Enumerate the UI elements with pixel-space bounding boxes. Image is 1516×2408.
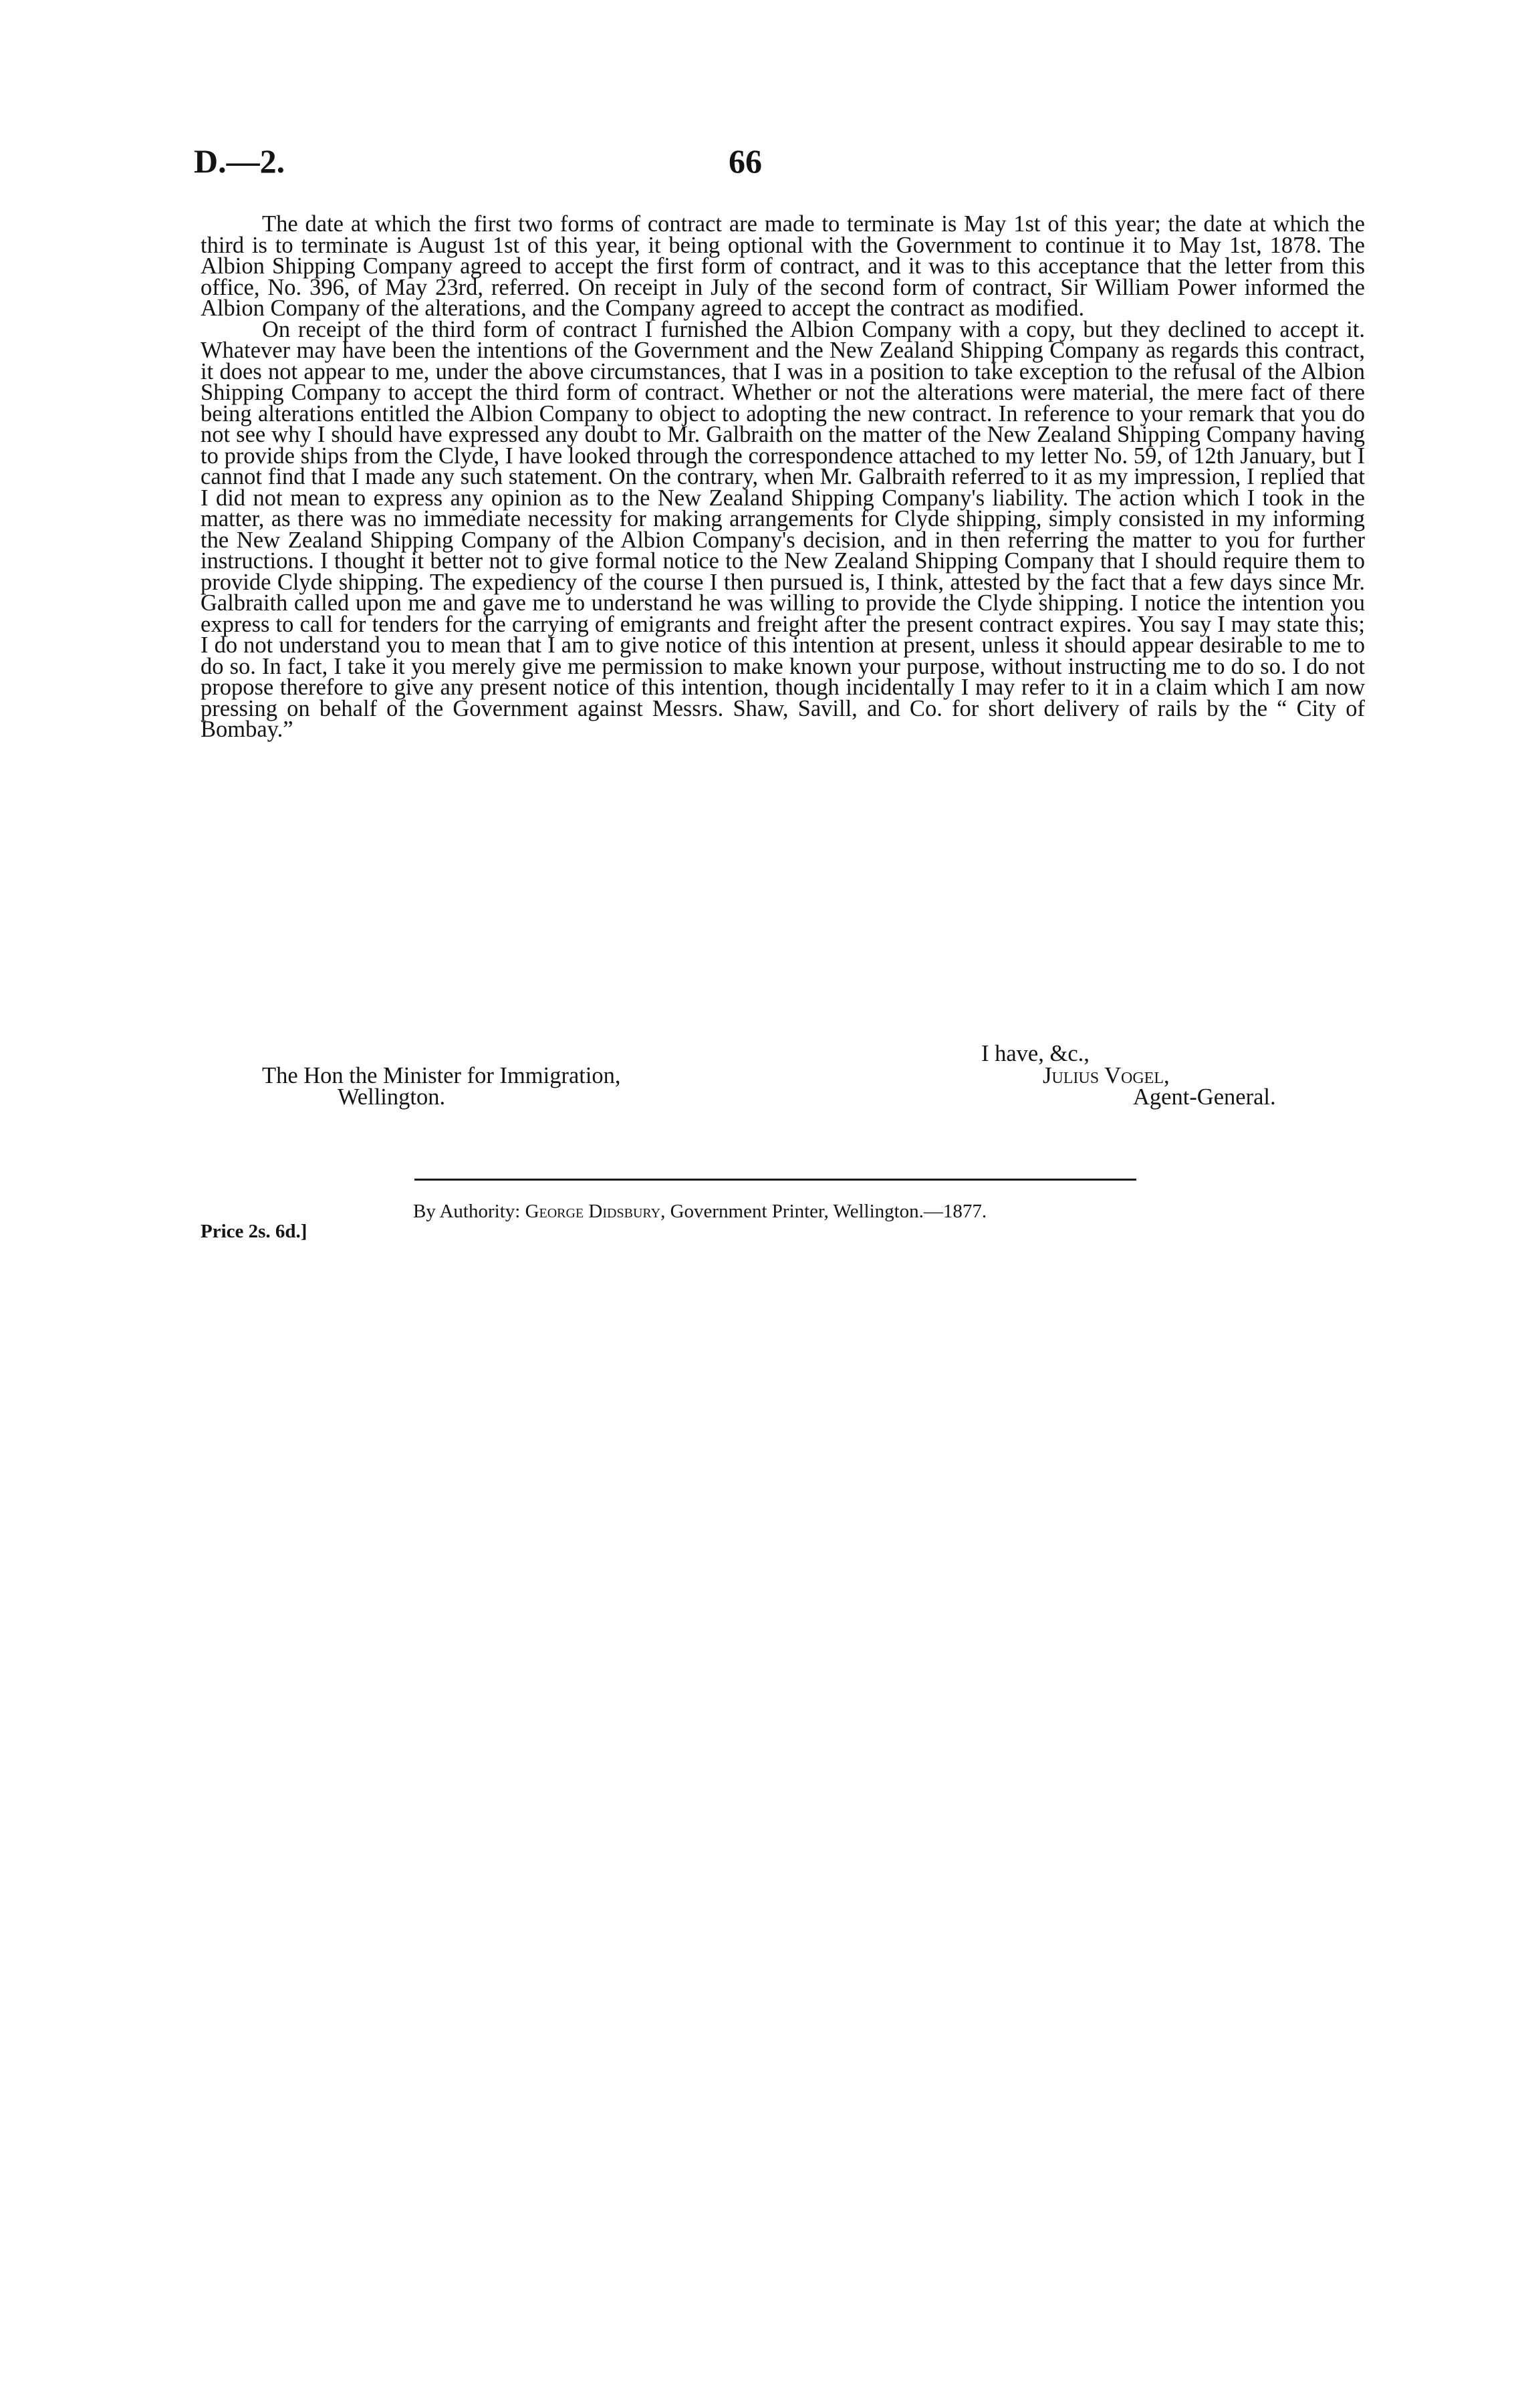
paragraph: The date at which the first two forms of contract are made to terminate is May 1st of this year; the date at which the third is to terminate is August 1st of this year, it being optional with the Government to continue it to May 1st, 1878. The Albion Shipping Company agreed to accept the first form of contract, and it was to this acceptance that the letter from this office, No. 396, of May 23rd, referred. On receipt in July of the second form of contract, Sir William Power informed the Albion Company of the alterations, and the Company agreed to accept the contract as modified. xyxy=(201,211,1365,321)
signer-name: Julius Vogel, xyxy=(1043,1063,1170,1088)
price-note: Price 2s. 6d.] xyxy=(201,1221,307,1242)
imprint-suffix: , Government Printer, Wellington.—1877. xyxy=(660,1201,987,1222)
signature-block xyxy=(201,1043,1365,1130)
closing-greeting: I have, &c., xyxy=(981,1041,1090,1066)
letter-body xyxy=(201,211,1365,742)
paragraph: On receipt of the third form of contract I furnished the Albion Company with a copy, but they declined to accept it. Whatever may have been the intentions of the Government and the New Zealand Shipping Company as regards this contract, it does not appear to me, under the above circumstances, that I was in a position to take exception to the refusal of the Albion Shipping Company to accept the third form of contract. Whether or not the alterations were material, the mere fact of there being alterations entitled the Albion Company to object to adopting the new contract. In reference to your remark that you do not see why I should have expressed any doubt to Mr. Galbraith on the matter of the New Zealand Shipping Company having to provide ships from the Clyde, I have looked through the correspondence attached to my letter No. 59, of 12th January, but I cannot find that I made any such statement. On the contrary, when Mr. Galbraith referred to it as my impression, I replied that I did not mean to express any opinion as to the New Zealand Shipping Company's liability. The action which I took in the matter, as there was no immediate necessity for making arrangements for Clyde shipping, simply consisted in my informing the New Zealand Shipping Company of the Albion Company's decision, and in then referring the matter to you for further instructions. I thought it better not to give formal notice to the New Zealand Shipping Company that I should require them to provide Clyde shipping. The expediency of the course I then pursued is, I think, attested by the fact that a few days since Mr. Galbraith called upon me and gave me to understand he was willing to provide the Clyde shipping. I notice the intention you express to call for tenders for the carrying of emigrants and freight after the present contract expires. You say I may state this; I do not understand you to mean that I am to give notice of this intention at present, unless it should appear desirable to me to do so. In fact, I take it you merely give me permission to make known your purpose, without instructing me to do so. I do not propose therefore to give any present notice of this intention, though incidentally I may refer to it in a claim which I am now pressing on behalf of the Government against Messrs. Shaw, Savill, and Co. for short delivery of rails by the “ City of Bombay.” xyxy=(201,316,1365,742)
footer-rule xyxy=(414,1179,1136,1181)
printer-name: George Didsbury xyxy=(525,1201,661,1222)
page-number: 66 xyxy=(729,142,762,180)
addressee-line-1: The Hon the Minister for Immigration, xyxy=(262,1063,621,1088)
addressee-line-2: Wellington. xyxy=(338,1084,446,1110)
signer-title: Agent-General. xyxy=(1133,1084,1276,1110)
page-reference: D.—2. xyxy=(194,142,285,180)
printer-imprint xyxy=(413,1201,987,1223)
imprint-prefix: By Authority: xyxy=(413,1201,525,1222)
